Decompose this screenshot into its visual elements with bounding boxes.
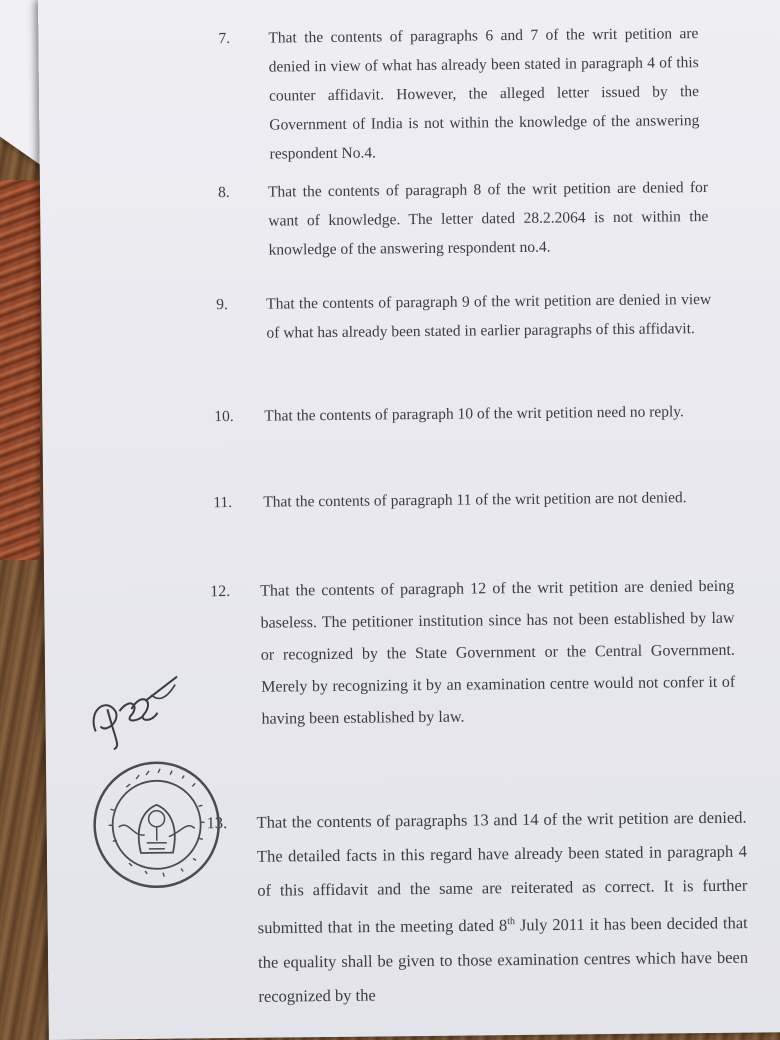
paragraph-text: That the contents of paragraph 10 of the writ petition need no reply. xyxy=(264,403,684,425)
ordinal-superscript: th xyxy=(507,916,516,928)
paragraph-number: 12. xyxy=(210,583,231,601)
handwritten-signature xyxy=(85,670,186,751)
document-page xyxy=(38,0,780,1040)
paragraph-number: 7. xyxy=(218,29,231,48)
paragraph-text xyxy=(256,801,748,1014)
paragraph-text: That the contents of paragraphs 6 and 7 of the writ petition are denied in view of what has already been stated in paragraph 4 of this counter affidavit. However, the alleged letter issued by the Government of India is not within the knowledge of the answering respondent No.4. xyxy=(268,25,700,163)
paragraph-13 xyxy=(206,801,749,1006)
paragraph-number: 10. xyxy=(214,407,234,426)
paragraph-10 xyxy=(214,397,734,426)
paragraph-text: That the contents of paragraph 12 of the writ petition are denied being baseless. The petitioner institution since has not been established by law or recognized by the State Government or the Central Government. Merely by recognizing it by an examination centre would not confer it of having been established by law. xyxy=(260,577,736,728)
paragraph-number: 8. xyxy=(217,184,230,202)
paragraph-number: 13. xyxy=(206,813,228,833)
paragraph-8 xyxy=(217,173,718,259)
paragraph-text-part: July 2011 it has been decided that the equality shall be given to those examination centres which have been recognized by the xyxy=(257,913,749,1006)
paragraph-text-part: That the contents of paragraphs 13 and 14 of the writ petition are denied. The detailed facts in this regard have already been stated in paragraph 4 of this affidavit and the same are reiterated as correct. It is further submitted that in the meeting dated 8 xyxy=(256,807,748,938)
paragraph-text: That the contents of paragraph 11 of the writ petition are not denied. xyxy=(263,489,687,511)
paragraph-11 xyxy=(213,483,733,512)
paragraph-number: 11. xyxy=(213,493,233,512)
paragraph-text: That the contents of paragraph 8 of the writ petition are denied for want of knowledge. The letter dated 28.2.2064 is not within the knowledge of the answering respondent no.4. xyxy=(267,178,709,259)
paragraph-7 xyxy=(218,19,718,163)
paragraph-9 xyxy=(216,285,716,342)
commissioner-for-oaths-seal xyxy=(88,756,225,893)
fabric-background xyxy=(0,180,40,560)
paragraph-number: 9. xyxy=(216,296,228,314)
paragraph-text: That the contents of paragraph 9 of the writ petition are denied in view of what has already been stated in earlier paragraphs of this affidavit. xyxy=(266,290,712,342)
paragraph-12 xyxy=(210,571,740,728)
